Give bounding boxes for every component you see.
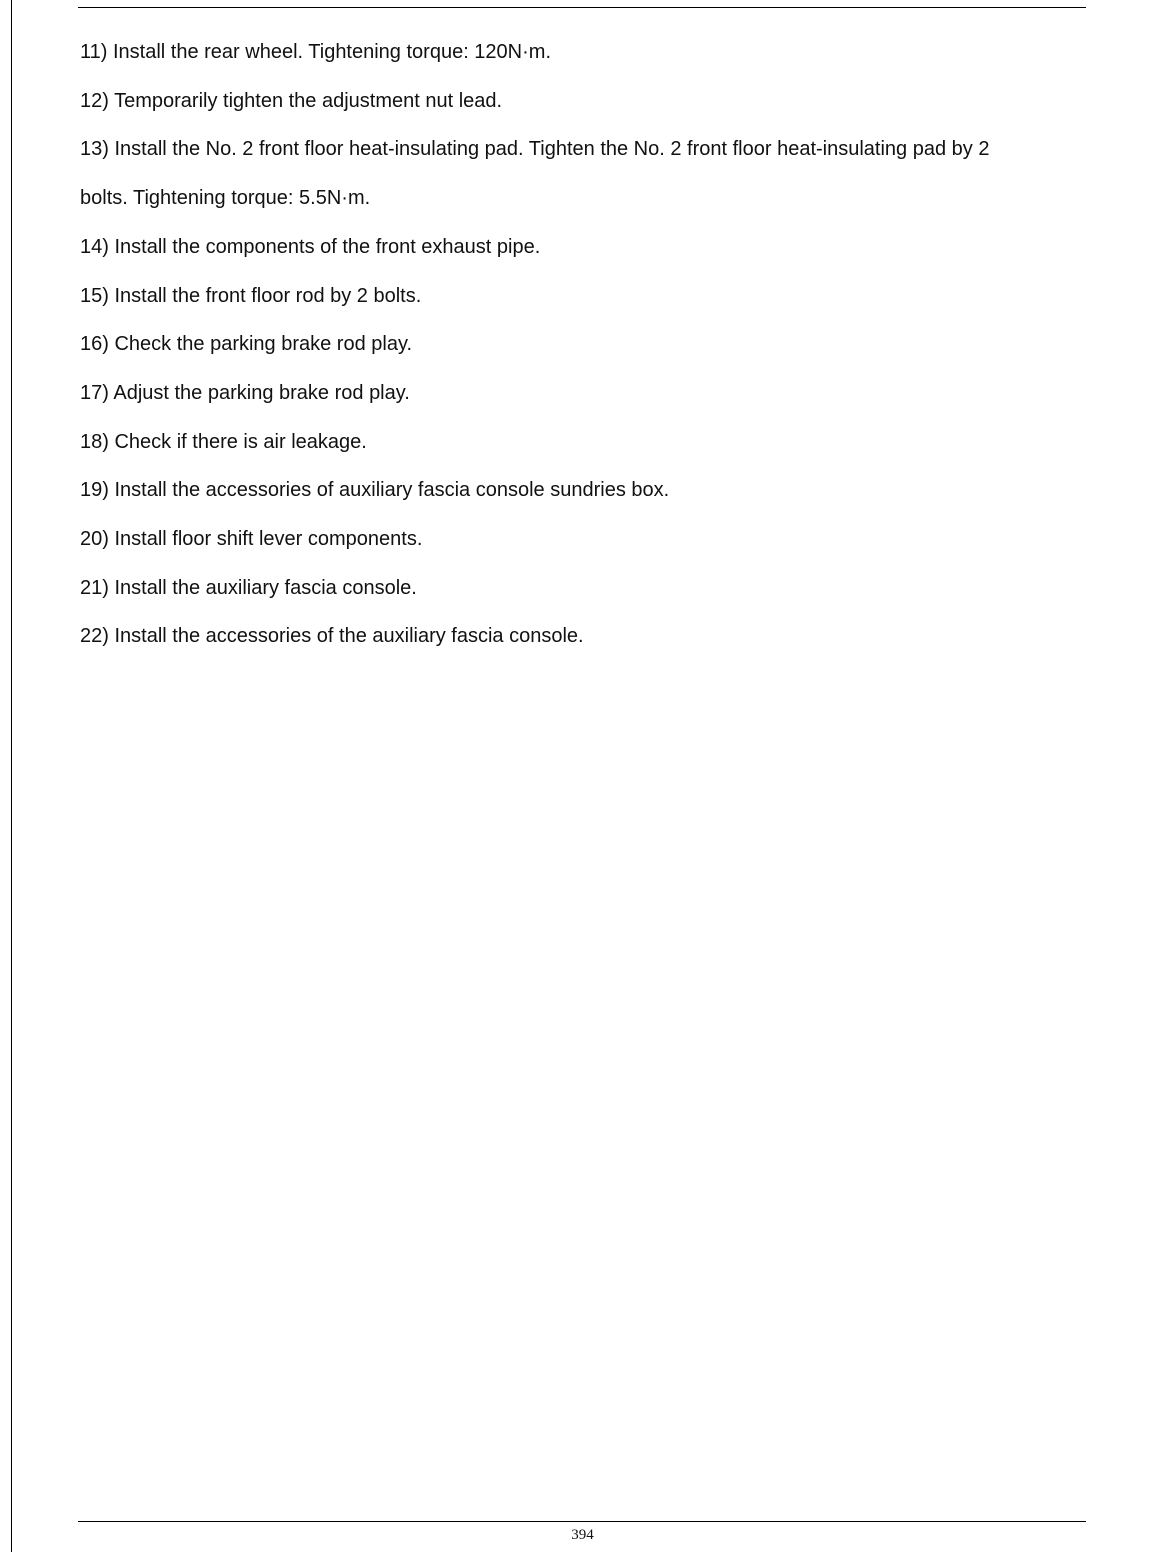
- step-15: 15) Install the front floor rod by 2 bolts.: [80, 284, 422, 307]
- step-11: 11) Install the rear wheel. Tightening torque: 120N·m.: [80, 41, 551, 63]
- step-19: 19) Install the accessories of auxiliary fascia console sundries box.: [80, 479, 670, 502]
- step-13: 13) Install the No. 2 front floor heat-insulating pad. Tighten the No. 2 front floor heat-insulating pad by 2: [80, 138, 990, 161]
- step-13-continuation: bolts. Tightening torque: 5.5N·m.: [80, 187, 371, 210]
- step-17: 17) Adjust the parking brake rod play.: [80, 381, 410, 404]
- header-rule: [78, 7, 1086, 8]
- page-number: 394: [571, 1527, 594, 1543]
- installation-steps: [80, 28, 1086, 661]
- page-left-border: [11, 0, 12, 1552]
- footer-rule: [78, 1521, 1086, 1522]
- step-12: 12) Temporarily tighten the adjustment nut lead.: [80, 89, 503, 112]
- step-20: 20) Install floor shift lever components.: [80, 528, 423, 551]
- step-22: 22) Install the accessories of the auxiliary fascia console.: [80, 625, 584, 648]
- step-16: 16) Check the parking brake rod play.: [80, 333, 413, 356]
- step-18: 18) Check if there is air leakage.: [80, 430, 367, 453]
- step-21: 21) Install the auxiliary fascia console.: [80, 576, 417, 599]
- step-14: 14) Install the components of the front exhaust pipe.: [80, 235, 541, 258]
